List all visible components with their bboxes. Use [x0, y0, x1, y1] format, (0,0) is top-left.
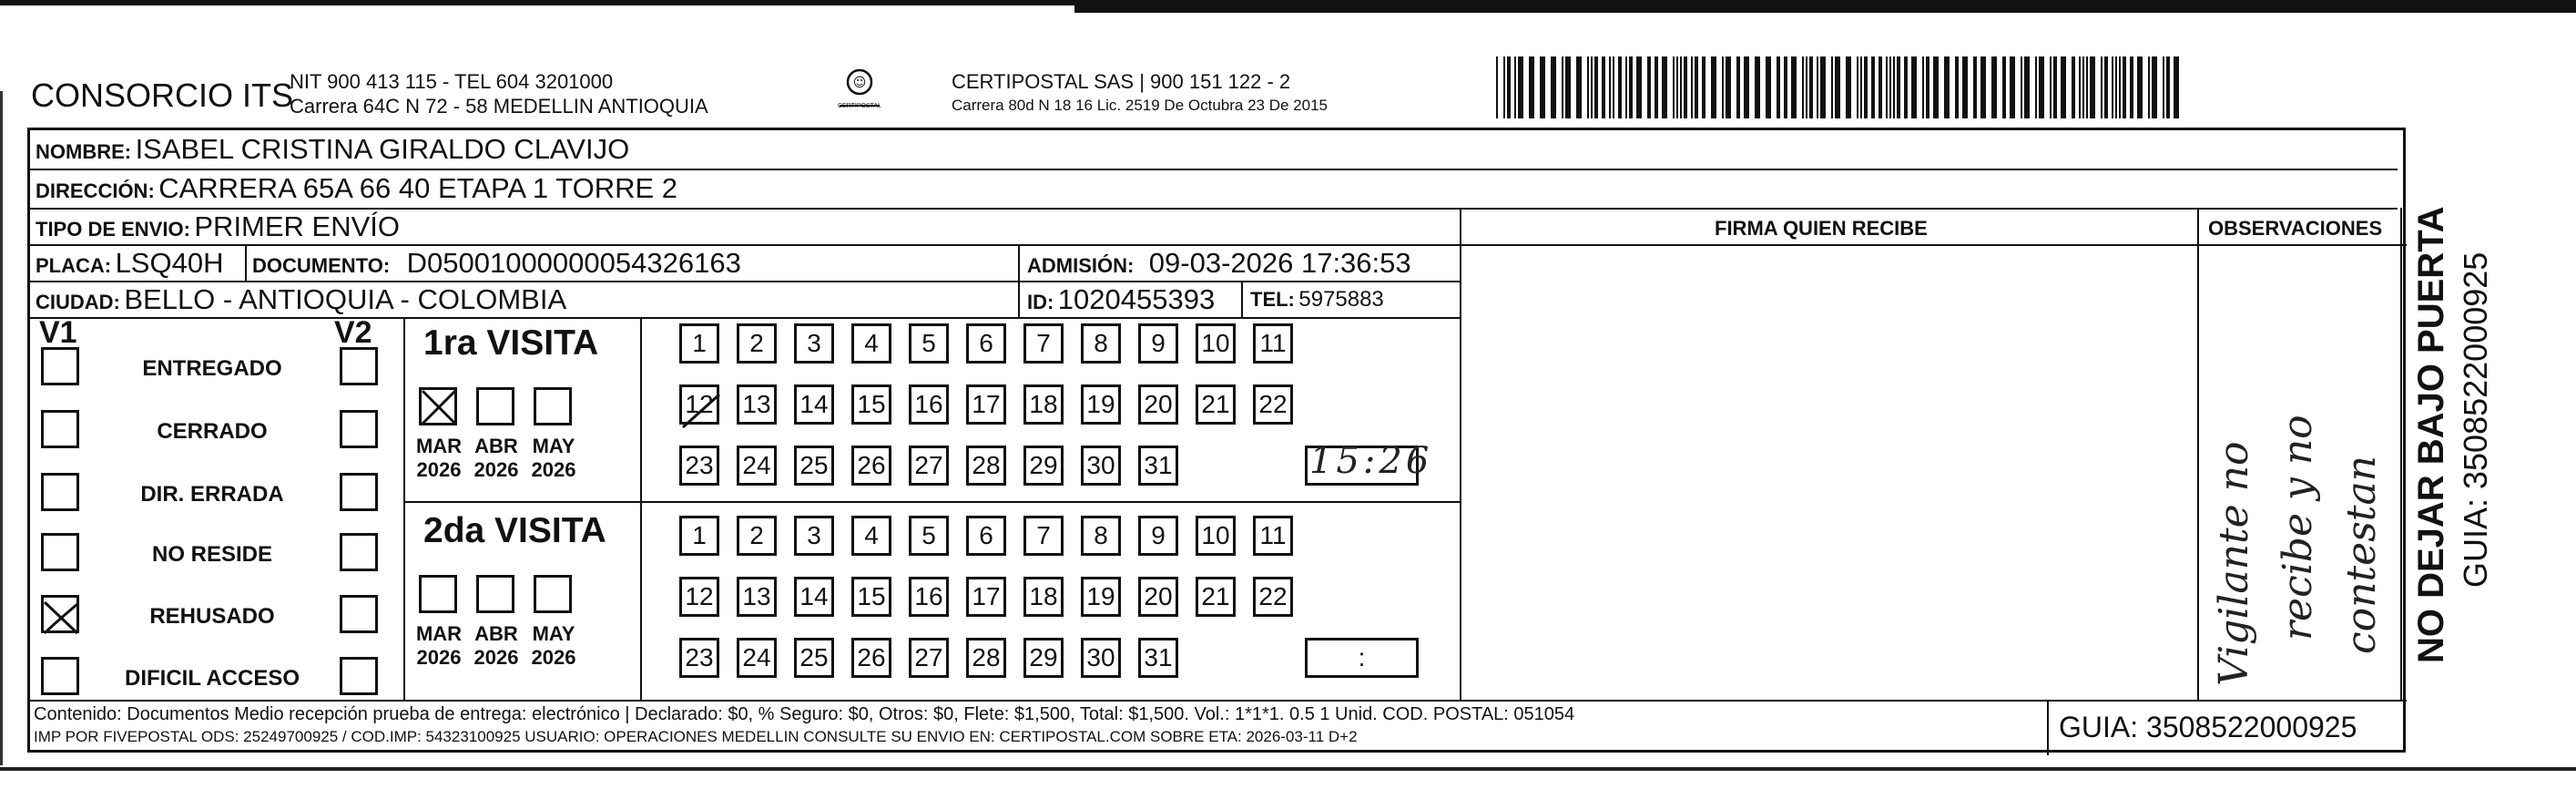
- status-label: NO RESIDE: [151, 542, 273, 567]
- barcode-bar: [1662, 56, 1667, 118]
- barcode-bar: [2166, 56, 2170, 118]
- day-box: 27: [909, 638, 949, 678]
- barcode-bar: [1973, 56, 1977, 118]
- barcode-bar: [2086, 56, 2088, 118]
- day-box: 26: [851, 446, 891, 486]
- top-border-thick: [1074, 0, 2576, 13]
- nombre-row: [36, 133, 629, 166]
- barcode-bar: [2130, 56, 2133, 118]
- obs-left-divider: [2197, 208, 2199, 700]
- svg-text:☺: ☺: [852, 76, 867, 90]
- status-label: REHUSADO: [149, 604, 275, 629]
- day-box: 11: [1253, 323, 1293, 364]
- day-box: 26: [851, 638, 891, 678]
- delivery-form: [27, 128, 2406, 753]
- company-nit: NIT 900 413 115 - TEL 604 3201000: [290, 70, 614, 93]
- day-box: 13: [737, 577, 777, 617]
- month-label: [407, 435, 471, 482]
- documento-label: DOCUMENTO:: [252, 254, 391, 277]
- barcode-bar: [1565, 56, 1571, 118]
- second-visit-label: 2da VISITA: [423, 511, 606, 550]
- barcode-bar: [1904, 56, 1908, 118]
- month-checkbox: [476, 387, 514, 425]
- month-label: [407, 622, 471, 670]
- day-box: 6: [966, 323, 1006, 364]
- barcode-bar: [2079, 56, 2081, 118]
- day-box: 29: [1023, 446, 1064, 486]
- barcode-bar: [2174, 56, 2179, 118]
- placa-divider: [245, 244, 247, 281]
- day-box: 1: [679, 516, 719, 556]
- id-label: ID:: [1027, 291, 1054, 313]
- barcode-bar: [1507, 56, 1511, 118]
- barcode-bar: [1496, 56, 1498, 118]
- day-box: 7: [1023, 323, 1064, 364]
- footer-divider: [30, 700, 2407, 702]
- barcode-bar: [1587, 56, 1589, 118]
- row-divider: [30, 208, 2398, 210]
- status-label: CERRADO: [157, 419, 268, 444]
- admision-divider: [1018, 244, 1020, 317]
- v2-checkbox: [340, 595, 378, 633]
- v1-checkbox: [41, 473, 79, 511]
- month-name: ABR: [474, 435, 518, 457]
- barcode-bar: [2053, 56, 2057, 118]
- barcode-bar: [1755, 56, 1760, 118]
- month-label: [464, 622, 528, 670]
- barcode-bar: [1911, 56, 1917, 118]
- barcode-bar: [1809, 56, 1813, 118]
- day-box: 28: [966, 638, 1006, 678]
- barcode-bar: [1817, 56, 1818, 118]
- certipostal-address: Carrera 80d N 18 16 Lic. 2519 De Octubra 23 De 2015: [952, 97, 1328, 114]
- barcode-bar: [1684, 56, 1687, 118]
- day-box: 30: [1081, 446, 1121, 486]
- barcode-bar: [1897, 56, 1900, 118]
- month-year: 2026: [473, 646, 519, 669]
- status-label: DIR. ERRADA: [140, 482, 284, 507]
- month-year: 2026: [473, 458, 519, 481]
- v2-checkbox: [340, 533, 378, 571]
- barcode-bar: [1722, 56, 1724, 118]
- day-box: 24: [737, 638, 777, 678]
- barcode-bar: [1613, 56, 1614, 118]
- barcode-bar: [1676, 56, 1678, 118]
- barcode-bar: [1806, 56, 1807, 118]
- tipo-label: TIPO DE ENVIO:: [36, 218, 190, 241]
- barcode-bar: [1879, 56, 1882, 118]
- footer-guia: GUIA: 3508522000925: [2059, 711, 2357, 743]
- left-edge-line: [0, 91, 3, 765]
- firma-divider: [1460, 208, 1461, 700]
- barcode-bar: [1864, 56, 1868, 118]
- placa-value: LSQ40H: [115, 247, 224, 279]
- barcode-bar: [1784, 56, 1787, 118]
- day-box: 23: [679, 446, 719, 486]
- day-box: 4: [851, 516, 891, 556]
- observacion-line-3: contestan: [2338, 455, 2385, 654]
- barcode-bar: [1618, 56, 1622, 118]
- day-box: 3: [794, 516, 834, 556]
- day-box: 28: [966, 446, 1006, 486]
- v1-label: V1: [39, 315, 77, 350]
- v2-checkbox: [340, 347, 378, 385]
- barcode-bar: [1955, 56, 1959, 118]
- barcode-bar: [1893, 56, 1895, 118]
- rehusado-mark: [41, 597, 81, 637]
- month-label: [522, 435, 585, 482]
- first-visit-day-mark: [679, 391, 725, 431]
- barcode-bar: [1711, 56, 1716, 118]
- observacion-line-1: Vigilante no: [2211, 441, 2257, 686]
- month-year: 2026: [531, 458, 576, 481]
- ciudad-label: CIUDAD:: [36, 291, 120, 313]
- barcode-bar: [1691, 56, 1693, 118]
- month-year: 2026: [416, 646, 462, 669]
- day-box: 25: [794, 446, 834, 486]
- barcode-bar: [1835, 56, 1840, 118]
- row-divider: [30, 244, 2398, 246]
- barcode-bar: [1602, 56, 1605, 118]
- barcode-bar: [2119, 56, 2121, 118]
- barcode-bar: [1576, 56, 1582, 118]
- barcode-bar: [1673, 56, 1675, 118]
- v1-checkbox: [41, 533, 79, 571]
- barcode-bar: [1702, 56, 1705, 118]
- logo-text: CERTIPOSTAL: [838, 103, 881, 109]
- barcode-bar: [1529, 56, 1534, 118]
- barcode-bar: [2112, 56, 2113, 118]
- row-divider: [30, 317, 1460, 319]
- day-box: 5: [909, 323, 949, 364]
- visit-days-divider: [640, 317, 642, 700]
- day-box: 16: [909, 384, 949, 425]
- barcode-bar: [1831, 56, 1833, 118]
- day-box: 2: [737, 323, 777, 364]
- day-box: 27: [909, 446, 949, 486]
- day-box: 2: [737, 516, 777, 556]
- barcode-bar: [1926, 56, 1929, 118]
- tel-value: 5975883: [1298, 287, 1384, 312]
- barcode-bar: [1503, 56, 1505, 118]
- day-box: 19: [1081, 577, 1121, 617]
- barcode-bar: [1629, 56, 1633, 118]
- v1-checkbox: [41, 657, 79, 695]
- barcode-bar: [1609, 56, 1611, 118]
- day-box: 18: [1023, 577, 1064, 617]
- day-box: 30: [1081, 638, 1121, 678]
- day-box: 21: [1196, 577, 1236, 617]
- first-visit-label: 1ra VISITA: [423, 323, 599, 363]
- contenido-text: Contenido: Documentos Medio recepción prueba de entrega: electrónico | Declarado: $0, % Seguro: $0, Otros: $0, Flete: $1,500, Total: $1,500. Vol.: 1*1*1. 0.5 1 Unid. COD. POSTAL: 051054: [34, 704, 1575, 724]
- barcode-bar: [1736, 56, 1740, 118]
- barcode-bar: [1980, 56, 1986, 118]
- barcode-bar: [1695, 56, 1698, 118]
- month-year: 2026: [416, 458, 462, 481]
- day-box: 21: [1196, 384, 1236, 425]
- barcode-bar: [1962, 56, 1968, 118]
- id-value: 1020455393: [1057, 283, 1216, 315]
- day-box: 22: [1253, 577, 1293, 617]
- barcode-bar: [2123, 56, 2126, 118]
- nombre-value: ISABEL CRISTINA GIRALDO CLAVIJO: [135, 133, 630, 165]
- visit-left-divider: [403, 317, 405, 700]
- barcode-bar: [1551, 56, 1556, 118]
- ciudad-row: [36, 283, 566, 316]
- barcode: [1496, 56, 2179, 120]
- guia-divider: [2047, 700, 2049, 755]
- barcode-bar: [1820, 56, 1826, 118]
- barcode-bar: [1944, 56, 1950, 118]
- barcode-bar: [2072, 56, 2075, 118]
- day-box: 29: [1023, 638, 1064, 678]
- barcode-bar: [2021, 56, 2022, 118]
- barcode-bar: [2115, 56, 2117, 118]
- day-box: 6: [966, 516, 1006, 556]
- barcode-bar: [1766, 56, 1771, 118]
- observaciones-label: OBSERVACIONES: [2208, 217, 2383, 240]
- v2-label: V2: [334, 315, 372, 350]
- barcode-bar: [1860, 56, 1862, 118]
- company-name: CONSORCIO ITS: [31, 77, 294, 114]
- tipo-value: PRIMER ENVÍO: [194, 210, 401, 242]
- day-box: 9: [1138, 323, 1178, 364]
- barcode-bar: [2152, 56, 2157, 118]
- day-box: 11: [1253, 516, 1293, 556]
- nombre-label: NOMBRE:: [36, 140, 132, 163]
- documento-value: D05001000000054326163: [406, 247, 741, 279]
- month-name: MAR: [415, 622, 463, 645]
- day-box: 17: [966, 384, 1006, 425]
- barcode-bar: [1562, 56, 1563, 118]
- id-row: [1027, 283, 1215, 316]
- day-box: 19: [1081, 384, 1121, 425]
- day-box: 31: [1138, 638, 1178, 678]
- admision-label: ADMISIÓN:: [1027, 254, 1135, 277]
- month-name: MAR: [415, 435, 463, 457]
- barcode-bar: [1802, 56, 1804, 118]
- barcode-bar: [1680, 56, 1682, 118]
- status-label: DIFICIL ACCESO: [124, 666, 300, 691]
- barcode-bar: [1726, 56, 1731, 118]
- barcode-bar: [2024, 56, 2030, 118]
- day-box: 20: [1138, 384, 1178, 425]
- status-label: ENTREGADO: [142, 356, 282, 381]
- tipo-row: [36, 210, 400, 243]
- barcode-bar: [1846, 56, 1851, 118]
- month-year: 2026: [531, 646, 576, 669]
- barcode-bar: [2104, 56, 2108, 118]
- day-box: 24: [737, 446, 777, 486]
- month-name: MAY: [532, 435, 575, 457]
- barcode-bar: [1540, 56, 1545, 118]
- documento-row: [252, 247, 741, 280]
- month-label: [464, 435, 528, 482]
- day-box: 10: [1196, 516, 1236, 556]
- v2-checkbox: [340, 410, 378, 448]
- day-box: 13: [737, 384, 777, 425]
- handwritten-time: 15:26: [1309, 440, 1433, 482]
- barcode-bar: [1889, 56, 1891, 118]
- v1-checkbox: [41, 410, 79, 448]
- company-address: Carrera 64C N 72 - 58 MEDELLIN ANTIOQUIA: [290, 95, 708, 118]
- barcode-bar: [1625, 56, 1627, 118]
- day-box: 14: [794, 577, 834, 617]
- day-box: 10: [1196, 323, 1236, 364]
- bottom-border-line: [0, 767, 2576, 771]
- tel-divider: [1241, 281, 1243, 317]
- month-checkbox: [476, 575, 514, 613]
- barcode-bar: [1744, 56, 1749, 118]
- day-box: 3: [794, 323, 834, 364]
- barcode-bar: [1636, 56, 1642, 118]
- day-box: 12: [679, 384, 719, 425]
- barcode-bar: [1791, 56, 1797, 118]
- placa-row: [36, 247, 223, 280]
- certipostal-line: CERTIPOSTAL SAS | 900 151 122 - 2: [952, 70, 1291, 93]
- admision-value: 09-03-2026 17:36:53: [1148, 247, 1411, 279]
- barcode-bar: [1647, 56, 1651, 118]
- barcode-bar: [2148, 56, 2150, 118]
- barcode-bar: [2163, 56, 2164, 118]
- day-box: 15: [851, 384, 891, 425]
- barcode-bar: [1886, 56, 1888, 118]
- month-checkbox: [534, 575, 572, 613]
- day-box: 7: [1023, 516, 1064, 556]
- barcode-bar: [1777, 56, 1780, 118]
- barcode-bar: [2002, 56, 2006, 118]
- barcode-bar: [1591, 56, 1593, 118]
- day-box: 5: [909, 516, 949, 556]
- v1-checkbox: [41, 347, 79, 385]
- day-box: 1: [679, 323, 719, 364]
- month-checkbox: [419, 575, 457, 613]
- month-checkbox: [534, 387, 572, 425]
- observacion-line-2: recibe y no: [2275, 415, 2321, 640]
- barcode-bar: [1871, 56, 1875, 118]
- first-visit-mar-mark: [419, 387, 459, 427]
- row-divider: [30, 281, 1460, 282]
- barcode-bar: [1857, 56, 1858, 118]
- day-box: 16: [909, 577, 949, 617]
- barcode-bar: [2090, 56, 2095, 118]
- month-name: ABR: [474, 622, 518, 645]
- obs-divider: [2215, 244, 2407, 246]
- barcode-bar: [2035, 56, 2037, 118]
- barcode-bar: [2137, 56, 2143, 118]
- v2-checkbox: [340, 473, 378, 511]
- obs-right-divider: [2400, 208, 2402, 700]
- day-box: 22: [1253, 384, 1293, 425]
- admision-row: [1027, 247, 1411, 280]
- direccion-row: [36, 172, 677, 205]
- day-box: 18: [1023, 384, 1064, 425]
- day-box: 9: [1138, 516, 1178, 556]
- barcode-bar: [1933, 56, 1939, 118]
- barcode-bar: [2061, 56, 2066, 118]
- day-box: 17: [966, 577, 1006, 617]
- day-box: 14: [794, 384, 834, 425]
- row-divider: [30, 169, 2398, 170]
- side-guia-text: GUIA: 3508522000925: [2457, 251, 2494, 588]
- barcode-bar: [1991, 56, 1997, 118]
- v2-checkbox: [340, 657, 378, 695]
- certipostal-logo: [836, 66, 883, 109]
- barcode-bar: [1594, 56, 1598, 118]
- placa-label: PLACA:: [36, 254, 112, 277]
- ciudad-value: BELLO - ANTIOQUIA - COLOMBIA: [124, 283, 567, 315]
- day-box: 4: [851, 323, 891, 364]
- day-box: 23: [679, 638, 719, 678]
- no-dejar-text: NO DEJAR BAJO PUERTA: [2411, 206, 2451, 663]
- barcode-bar: [1655, 56, 1658, 118]
- barcode-bar: [2010, 56, 2015, 118]
- day-box: 31: [1138, 446, 1178, 486]
- direccion-value: CARRERA 65A 66 40 ETAPA 1 TORRE 2: [158, 172, 677, 204]
- day-box: 25: [794, 638, 834, 678]
- barcode-bar: [2050, 56, 2052, 118]
- day-box: 20: [1138, 577, 1178, 617]
- barcode-bar: [1922, 56, 1924, 118]
- time-box: :: [1305, 638, 1419, 678]
- barcode-bar: [1514, 56, 1516, 118]
- month-name: MAY: [532, 622, 575, 645]
- day-box: 12: [679, 577, 719, 617]
- imp-text: IMP POR FIVEPOSTAL ODS: 25249700925 / COD.IMP: 54323100925 USUARIO: OPERACIONES MEDELLIN CONSULTE SU ENVIO EN: CERTIPOSTAL.COM SOBRE ETA: 2026-03-11 D+2: [34, 728, 1358, 745]
- day-box: 8: [1081, 323, 1121, 364]
- direccion-label: DIRECCIÓN:: [36, 179, 155, 202]
- tel-row: [1250, 287, 1384, 313]
- barcode-bar: [2039, 56, 2044, 118]
- tel-label: TEL:: [1250, 288, 1295, 311]
- day-box: 8: [1081, 516, 1121, 556]
- month-label: [522, 622, 585, 670]
- barcode-bar: [2082, 56, 2084, 118]
- barcode-bar: [1518, 56, 1523, 118]
- barcode-bar: [2101, 56, 2103, 118]
- day-box: 15: [851, 577, 891, 617]
- firma-label: FIRMA QUIEN RECIBE: [1715, 217, 1928, 240]
- row-divider: [403, 501, 1460, 503]
